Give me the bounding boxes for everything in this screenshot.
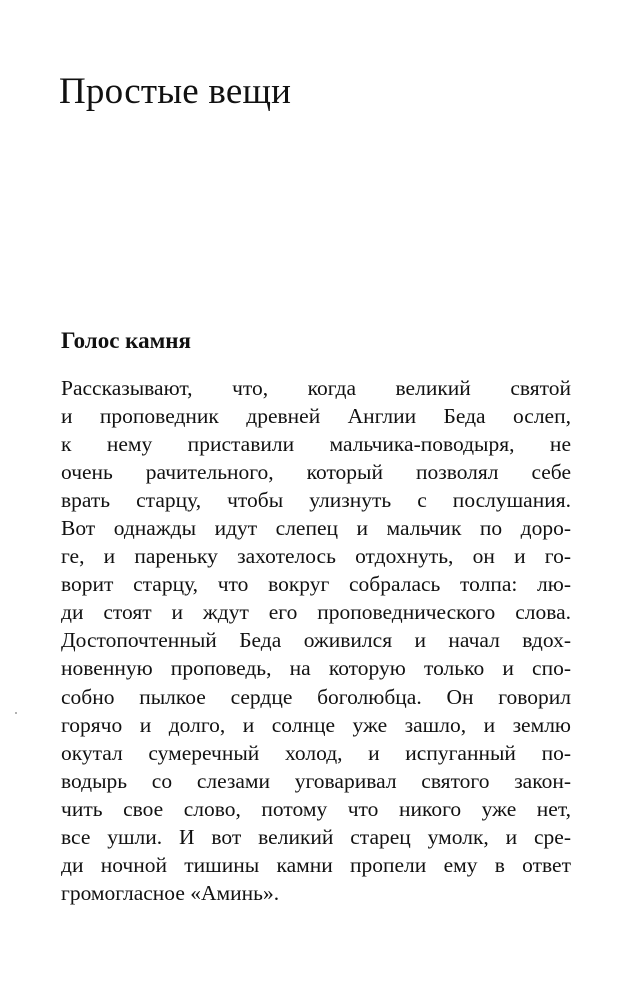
paragraph-line: очень рачительного, который позволял себе — [61, 460, 571, 485]
paragraph-line: Рассказывают, что, когда великий святой — [61, 376, 571, 400]
paragraph-line: новенную проповедь, на которую только и спо- — [61, 656, 571, 681]
paragraph-line: врать старцу, чтобы улизнуть с послушания. — [61, 488, 571, 513]
chapter-title: Простые вещи — [59, 71, 292, 112]
paragraph-line: к нему приставили мальчика-поводыря, не — [61, 432, 571, 457]
paragraph-line: собно пылкое сердце боголюбца. Он говорил — [61, 684, 571, 709]
paragraph-line: ди ночной тишины камни пропели ему в ответ — [61, 852, 571, 877]
paragraph-line: ге, и пареньку захотелось отдохнуть, он и го- — [61, 544, 571, 569]
paragraph-line: все ушли. И вот великий старец умолк, и сре- — [61, 824, 571, 849]
paragraph-line: громогласное «Аминь». — [61, 880, 280, 905]
paragraph-line: горячо и долго, и солнце уже зашло, и землю — [61, 712, 571, 737]
paragraph-line: чить свое слово, потому что никого уже нет, — [61, 796, 571, 821]
paragraph-line: и проповедник древней Англии Беда ослеп, — [61, 404, 571, 429]
paragraph-line: ворит старцу, что вокруг собралась толпа: лю- — [61, 572, 571, 597]
paragraph-line: окутал сумеречный холод, и испуганный по- — [61, 740, 571, 765]
paragraph-line: ди стоят и ждут его проповеднического слова. — [61, 600, 571, 625]
paragraph — [61, 374, 571, 907]
paragraph-line: водырь со слезами уговаривал святого закон- — [61, 768, 571, 793]
scan-speck — [15, 712, 17, 714]
section-heading: Голос камня — [61, 328, 191, 353]
paragraph-line: Вот однажды идут слепец и мальчик по доро- — [61, 516, 571, 541]
paragraph-line: Достопочтенный Беда оживился и начал вдох- — [61, 628, 571, 653]
